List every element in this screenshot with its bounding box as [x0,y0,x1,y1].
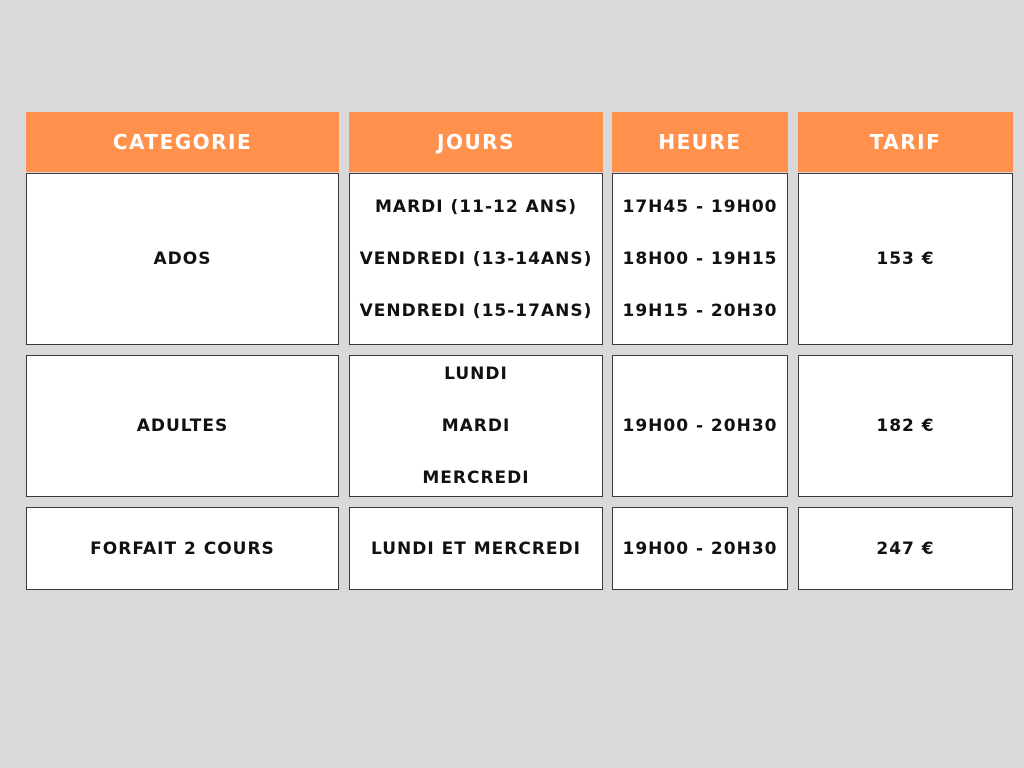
row-forfait-jours: LUNDI ET MERCREDI [349,507,603,590]
row-adultes-categorie: ADULTES [26,355,339,497]
row-ados-jours [349,173,603,345]
heure-item: 19H15 - 20H30 [622,301,778,321]
row-forfait-heure: 19H00 - 20H30 [612,507,788,590]
header-categorie: CATEGORIE [26,112,339,172]
header-jours: JOURS [349,112,603,172]
jour-item: VENDREDI (13-14ANS) [359,249,593,269]
jour-item: MARDI [441,416,511,436]
header-heure: HEURE [612,112,788,172]
row-ados-categorie: ADOS [26,173,339,345]
row-adultes-tarif: 182 € [798,355,1013,497]
row-forfait-categorie: FORFAIT 2 COURS [26,507,339,590]
row-forfait-tarif: 247 € [798,507,1013,590]
heure-item: 17H45 - 19H00 [622,197,778,217]
jour-item: MARDI (11-12 ANS) [375,197,577,217]
row-adultes-jours [349,355,603,497]
heure-item: 18H00 - 19H15 [622,249,778,269]
header-tarif: TARIF [798,112,1013,172]
jour-item: VENDREDI (15-17ANS) [359,301,593,321]
row-adultes-heure: 19H00 - 20H30 [612,355,788,497]
jour-item: LUNDI [444,364,508,384]
row-ados-heures [612,173,788,345]
jour-item: MERCREDI [422,468,530,488]
row-ados-tarif: 153 € [798,173,1013,345]
